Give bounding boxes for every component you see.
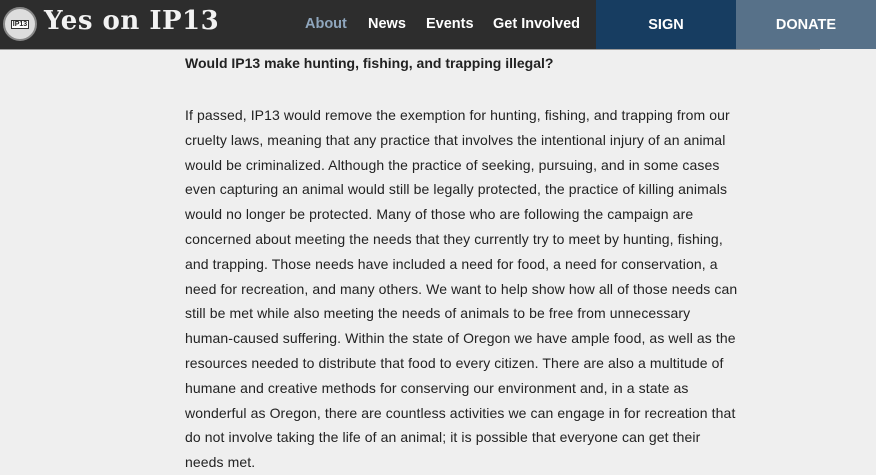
answer-line: would be criminalized. Although the practice of seeking, pursuing, and in some cases xyxy=(185,156,720,173)
nav-events[interactable]: Events xyxy=(426,16,474,32)
answer-line: even capturing an animal would still be legally protected, the practice of killing animals xyxy=(185,181,728,198)
answer-line: wonderful as Oregon, there are countless activities we can engage in for recreation that xyxy=(185,404,736,421)
faq-answer xyxy=(185,103,738,475)
site-brand[interactable]: Yes on IP13 xyxy=(44,6,220,36)
answer-line: and trapping. Those needs have included a need for food, a need for conservation, a xyxy=(185,255,718,272)
nav-about[interactable]: About xyxy=(305,16,347,32)
site-header xyxy=(0,0,837,50)
answer-line: still be met while also meeting the needs of animals to be free from unnecessary xyxy=(185,305,691,322)
donate-button[interactable]: DONATE xyxy=(736,0,876,49)
faq-article xyxy=(185,53,738,475)
nav-news[interactable]: News xyxy=(368,16,406,32)
answer-line: do not involve taking the life of an animal; it is possible that everyone can get their xyxy=(185,429,701,446)
faq-question: Would IP13 make hunting, fishing, and trapping illegal? xyxy=(185,55,554,71)
answer-line: humane and creative methods for conserving our environment and, in a state as xyxy=(185,379,689,396)
answer-line: resources needed to distribute that food to every citizen. There are also a multitude of xyxy=(185,354,724,371)
logo-seal-icon[interactable] xyxy=(3,7,37,41)
sign-button[interactable]: SIGN xyxy=(596,0,736,49)
answer-line: cruelty laws, meaning that any practice that involves the intentional injury of an animal xyxy=(185,131,726,148)
logo-text: IP13 xyxy=(12,20,28,28)
answer-line: needs met. xyxy=(185,454,256,471)
answer-line: need for recreation, and many others. We want to help show how all of those needs can xyxy=(185,280,738,297)
answer-line: would no longer be protected. Many of those who are following the campaign are xyxy=(185,206,694,223)
answer-line: human-caused suffering. Within the state of Oregon we have ample food, as well as the xyxy=(185,330,736,347)
answer-line: If passed, IP13 would remove the exemption for hunting, fishing, and trapping from our xyxy=(185,107,730,123)
answer-line: concerned about meeting the needs that they currently try to meet by hunting, fishing, xyxy=(185,230,723,247)
nav-get-involved[interactable]: Get Involved xyxy=(493,16,581,32)
